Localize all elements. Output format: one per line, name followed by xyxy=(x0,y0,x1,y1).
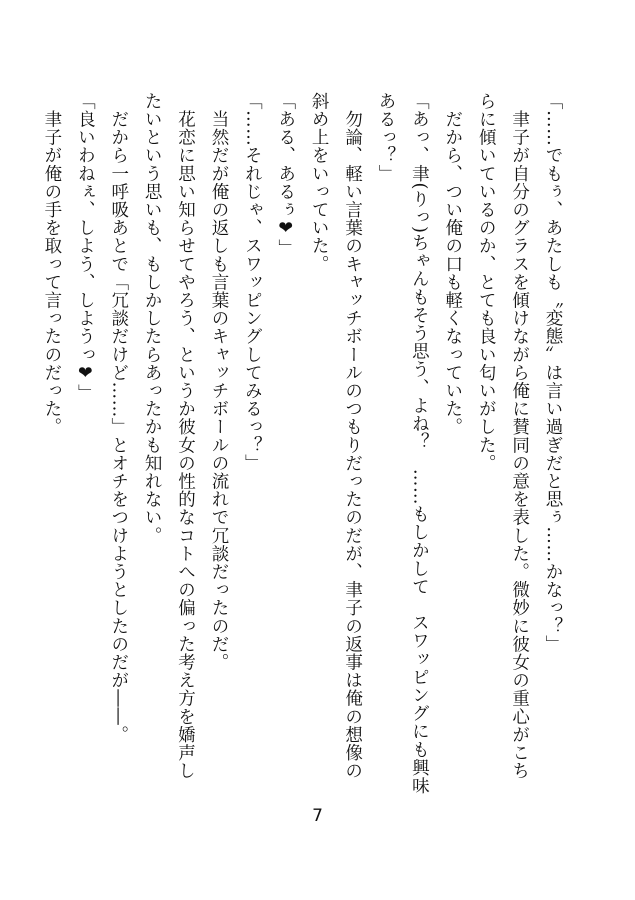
text-line: 聿子が自分のグラスを傾けながら俺に賛同の意を表した。微妙に彼女の重心がこち xyxy=(509,92,530,780)
text-line: 「良いわねぇ、しよう、しようっ❤」 xyxy=(75,92,96,403)
text-line: 「ある、あるぅ❤」 xyxy=(275,92,296,258)
text-line: らに傾いているのか、とても良い匂いがした。 xyxy=(476,92,497,473)
text-line: あるっ？」 xyxy=(375,92,396,183)
text-line: 「……でもぅ、あたしも〝変態〟は言い過ぎだと思ぅ……かなっ？」 xyxy=(543,92,563,654)
text-line: 斜め上をいっていた。 xyxy=(309,92,330,273)
text-line: 花恋に思い知らせてやろう、というか彼女の性的なコトへの偏った考え方を嬌声し xyxy=(175,92,196,780)
text-line: たいという思いも、もしかしたらあったかも知れない。 xyxy=(142,92,163,545)
text-line: 当然だが俺の返しも言葉のキャッチボールの流れで冗談だったのだ。 xyxy=(208,92,229,672)
text-line: 「あっ、聿(りっ)ちゃんもそう思う、よね？ ……もしかして スワッピングにも興味 xyxy=(409,92,430,795)
text-line: 「……それじゃ、スワッピングしてみるっ？」 xyxy=(242,92,263,473)
text-line: 聿子が俺の手を取って言ったのだった。 xyxy=(41,92,62,436)
text-line: だから一呼吸あとで「冗談だけど……」とオチをつけようとしたのだが――。 xyxy=(108,92,129,744)
text-line: だから、つい俺の口も軽くなっていた。 xyxy=(442,92,463,436)
page-number: 7 xyxy=(312,806,323,826)
text-line: 勿論、軽い言葉のキャッチボールのつもりだったのだが、聿子の返事は俺の想像の xyxy=(342,92,363,780)
vertical-text-body xyxy=(35,92,570,795)
